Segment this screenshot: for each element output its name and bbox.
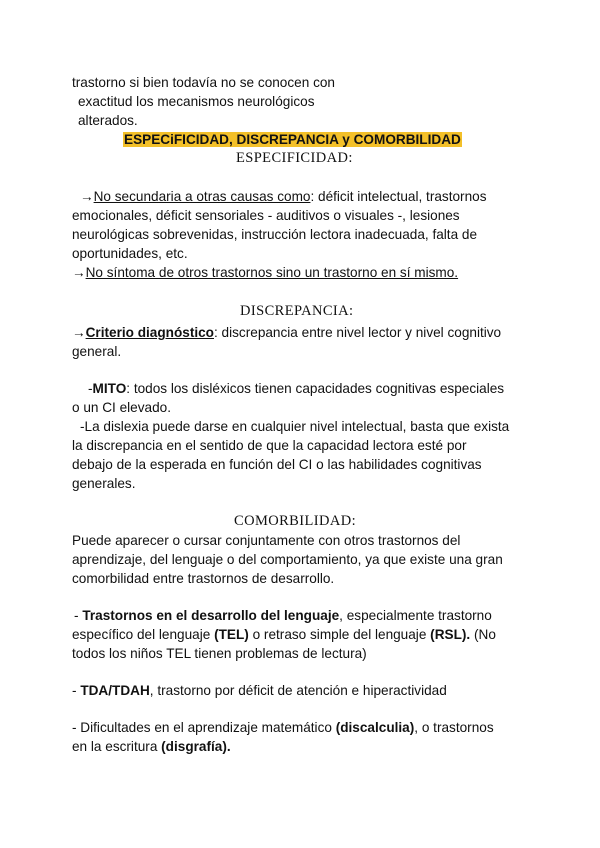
comorbilidad-p-line-2: aprendizaje, del lenguaje o del comportamiento, ya que existe una gran: [72, 552, 503, 567]
text: : todos los disléxicos tienen capacidades cognitivas especiales: [126, 381, 505, 396]
criterio-label: Criterio diagnóstico: [85, 325, 214, 340]
criterio-line-2: general.: [72, 344, 122, 359]
text: : discrepancia entre nivel lector y nivel cognitivo: [214, 325, 502, 340]
mito-line-2: o un CI elevado.: [72, 400, 171, 415]
bullet-lenguaje-label: Trastornos en el desarrollo del lenguaje: [82, 608, 340, 623]
intro-line-1: trastorno si bien todavía no se conocen con: [72, 75, 335, 90]
bullet-lenguaje-line-2: [72, 625, 496, 644]
text: en la escritura: [72, 739, 162, 754]
mito-line-1: [88, 379, 504, 398]
text: o retraso simple del lenguaje: [248, 627, 431, 642]
discrepancia-p-line-2: la discrepancia en el sentido de que la capacidad lectora esté por: [72, 438, 467, 453]
text: -: [74, 608, 83, 623]
intro-line-3: alterados.: [78, 113, 138, 128]
heading-comorbilidad: COMORBILIDAD:: [234, 513, 357, 529]
bullet-tdah: [72, 681, 447, 700]
text: -: [88, 381, 93, 396]
especificidad-p1-line-1: [80, 187, 487, 206]
heading-discrepancia: DISCREPANCIA:: [240, 303, 354, 319]
text: (discalculia): [335, 720, 415, 735]
especificidad-p1-line-4: oportunidades, etc.: [72, 246, 188, 261]
comorbilidad-p-line-3: comorbilidad entre trastornos de desarrollo.: [72, 571, 335, 586]
text: (RSL).: [430, 627, 471, 642]
text: (disgrafía).: [161, 739, 231, 754]
especificidad-p1-line-3: neurológicas sobrevenidas, instrucción lectora inadecuada, falta de: [72, 227, 478, 242]
heading-especificidad: ESPECIFICIDAD:: [236, 150, 353, 166]
intro-line-2: exactitud los mecanismos neurológicos: [78, 94, 315, 109]
discrepancia-p-line-3: debajo de la esperada en función del CI o las habilidades cognitivas: [72, 457, 482, 472]
no-secundaria-text: No secundaria a otras causas como: [93, 189, 311, 204]
mito-label: MITO: [92, 381, 127, 396]
especificidad-p1-line-2: emocionales, déficit sensoriales - auditivos o visuales -, lesiones: [72, 208, 460, 223]
text: , especialmente trastorno: [339, 608, 492, 623]
text: : déficit intelectual, trastornos: [310, 189, 487, 204]
bullet-tdah-label: TDA/TDAH: [80, 683, 150, 698]
text: (No: [470, 627, 496, 642]
comorbilidad-p-line-1: Puede aparecer o cursar conjuntamente con otros trastornos del: [72, 533, 461, 548]
especificidad-p2: [72, 263, 458, 282]
text: - Dificultades en el aprendizaje matemático: [72, 720, 336, 735]
text: (TEL): [214, 627, 249, 642]
text: -: [72, 683, 81, 698]
arrow-icon: →: [72, 325, 86, 340]
text: , trastorno por déficit de atención e hiperactividad: [149, 683, 447, 698]
discrepancia-p-line-1: -La dislexia puede darse en cualquier nivel intelectual, basta que exista: [80, 419, 510, 434]
no-sintoma-text: No síntoma de otros trastornos sino un trastorno en sí mismo.: [85, 265, 459, 280]
bullet-discalculia-line-1: [72, 718, 494, 737]
criterio-line-1: [72, 323, 501, 342]
bullet-lenguaje-line-1: [74, 606, 492, 625]
text: específico del lenguaje: [72, 627, 215, 642]
arrow-icon: →: [72, 265, 86, 280]
main-title: [123, 130, 462, 149]
discrepancia-p-line-4: generales.: [72, 476, 136, 491]
bullet-lenguaje-line-3: todos los niños TEL tienen problemas de lectura): [72, 646, 367, 661]
arrow-icon: →: [80, 189, 94, 204]
bullet-discalculia-line-2: [72, 737, 231, 756]
main-title-text: ESPECiFICIDAD, DISCREPANCIA y COMORBILIDAD: [124, 132, 461, 147]
text: , o trastornos: [414, 720, 494, 735]
